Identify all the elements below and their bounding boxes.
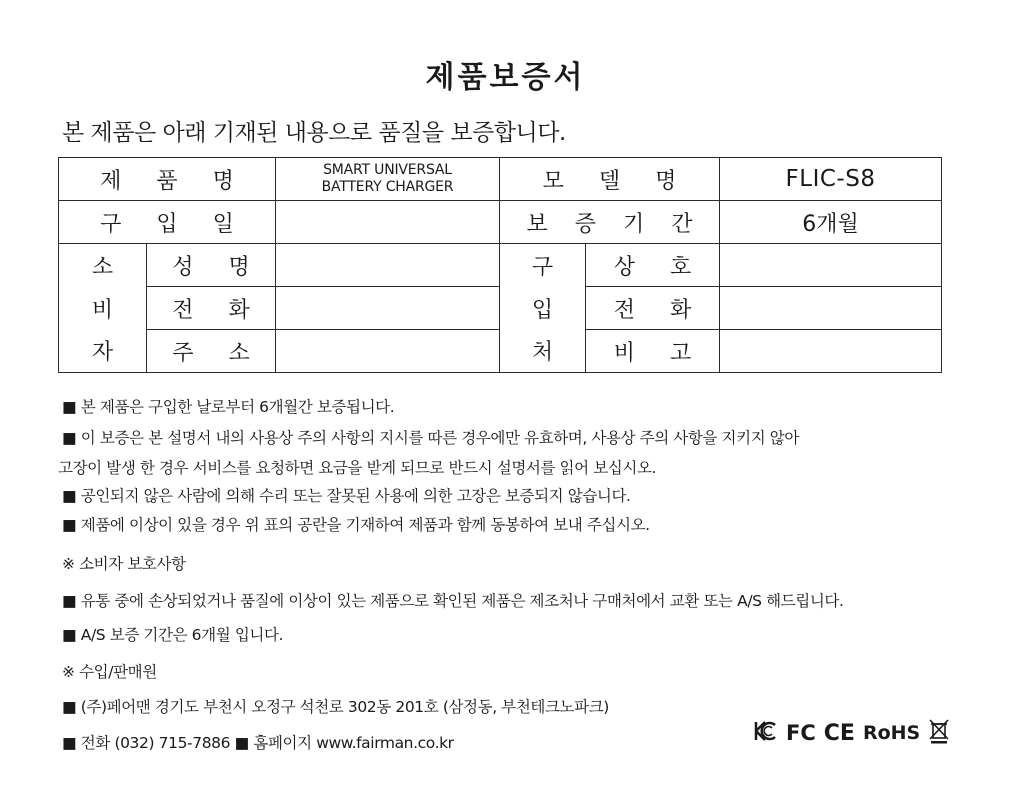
- section-heading-importer: ※ 수입/판매원: [62, 663, 157, 681]
- consumer-group-char: 자: [59, 330, 147, 373]
- note-line: ■ 공인되지 않은 사람에 의해 수리 또는 잘못된 사용에 의한 고장은 보증되지 않습니다.: [62, 487, 631, 505]
- consumer-name-label: 성 명: [147, 244, 276, 287]
- remarks-value[interactable]: [720, 330, 942, 373]
- table-row: [59, 330, 942, 373]
- note-line: ■ 유통 중에 손상되었거나 품질에 이상이 있는 제품으로 확인된 제품은 제조처나 구매처에서 교환 또는 A/S 해드립니다.: [62, 592, 844, 610]
- table-row: [59, 287, 942, 330]
- note-line: ■ 본 제품은 구입한 날로부터 6개월간 보증됩니다.: [62, 398, 395, 416]
- fc-mark: FC: [786, 721, 816, 745]
- shop-phone-label: 전 화: [586, 287, 720, 330]
- section-heading-consumer-protection: ※ 소비자 보호사항: [62, 555, 186, 573]
- importer-address: ■ (주)페어맨 경기도 부천시 오정구 석천로 302동 201호 (삼정동, 부천테크노파크): [62, 698, 609, 716]
- consumer-group-char: 소: [59, 244, 147, 287]
- rohs-mark: RoHS: [862, 722, 921, 744]
- intro-statement: 본 제품은 아래 기재된 내용으로 품질을 보증합니다.: [62, 120, 566, 146]
- contact-line: ■ 전화 (032) 715-7886 ■ 홈페이지 www.fairman.co.kr: [62, 734, 454, 752]
- consumer-phone-value[interactable]: [276, 287, 500, 330]
- table-row: [59, 201, 942, 244]
- table-row: [59, 158, 942, 201]
- kc-mark-icon: [752, 718, 778, 748]
- shop-name-value[interactable]: [720, 244, 942, 287]
- table-row: [59, 244, 942, 287]
- consumer-group-char: 비: [59, 287, 147, 330]
- consumer-phone-label: 전 화: [147, 287, 276, 330]
- purchase-place-group-char: 구: [500, 244, 586, 287]
- purchase-date-label: 구 입 일: [59, 201, 276, 244]
- consumer-address-label: 주 소: [147, 330, 276, 373]
- product-name-value-line2: BATTERY CHARGER: [321, 179, 454, 195]
- remarks-label: 비 고: [586, 330, 720, 373]
- product-name-value: [276, 158, 500, 201]
- warranty-period-value: 6개월: [720, 201, 942, 244]
- note-line: 고장이 발생 한 경우 서비스를 요청하면 요금을 받게 되므로 반드시 설명서를 읽어 보십시오.: [58, 459, 657, 477]
- note-line: ■ 제품에 이상이 있을 경우 위 표의 공란을 기재하여 제품과 함께 동봉하여 보내 주십시오.: [62, 516, 650, 534]
- warranty-table: [58, 157, 942, 373]
- document-title: 제품보증서: [425, 60, 586, 95]
- shop-phone-value[interactable]: [720, 287, 942, 330]
- purchase-place-group-char: 입: [500, 287, 586, 330]
- purchase-place-group-char: 처: [500, 330, 586, 373]
- product-name-label: 제 품 명: [59, 158, 276, 201]
- note-line: ■ 이 보증은 본 설명서 내의 사용상 주의 사항의 지시를 따른 경우에만 유효하며, 사용상 주의 사항을 지키지 않아: [62, 429, 799, 447]
- model-label: 모 델 명: [500, 158, 720, 201]
- purchase-date-value[interactable]: [276, 201, 500, 244]
- consumer-name-value[interactable]: [276, 244, 500, 287]
- weee-bin-icon: [928, 718, 950, 748]
- shop-name-label: 상 호: [586, 244, 720, 287]
- note-line: ■ A/S 보증 기간은 6개월 입니다.: [62, 626, 284, 644]
- warranty-period-label: 보 증 기 간: [500, 201, 720, 244]
- model-value: FLIC-S8: [720, 158, 942, 201]
- ce-mark: CE: [823, 720, 855, 746]
- product-name-value-line1: SMART UNIVERSAL: [323, 162, 452, 178]
- certification-logos: [752, 718, 950, 748]
- consumer-address-value[interactable]: [276, 330, 500, 373]
